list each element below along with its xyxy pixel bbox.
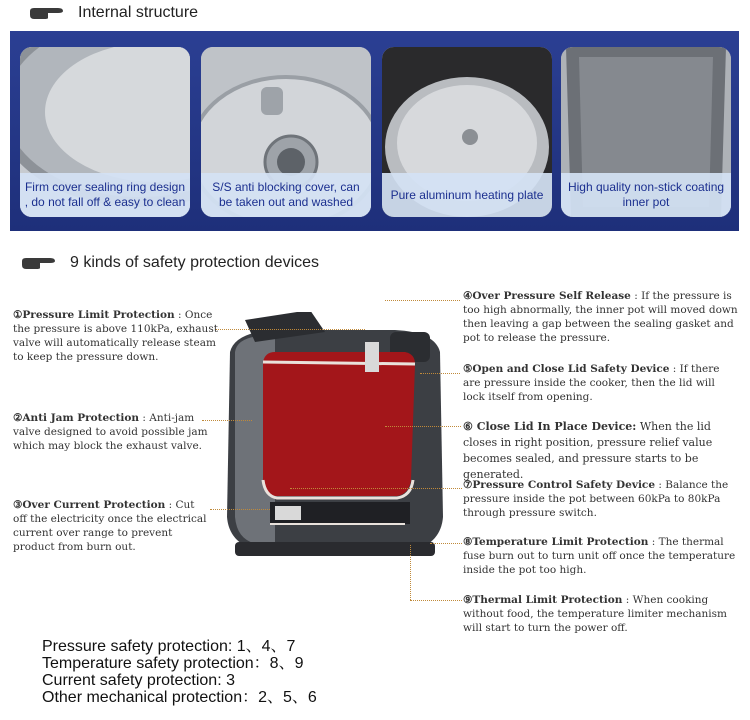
device-text: When the lid closes in right position, pressure relief value becomes sealed, and pressure starts to be generated.	[463, 420, 713, 481]
section-title: 9 kinds of safety protection devices	[70, 254, 320, 271]
protection-summary	[42, 638, 317, 706]
device-title: ⑨Thermal Limit Protection	[463, 594, 623, 606]
device-text: : When cooking without food, the temperature limiter mechanism will start to turn the power off.	[463, 594, 727, 634]
device-title: ⑤Open and Close Lid Safety Device	[463, 363, 670, 375]
photo-inner-pot	[561, 47, 731, 217]
internal-structure-banner	[10, 31, 739, 231]
section-title: Internal structure	[78, 4, 199, 21]
device-title: ⑧Temperature Limit Protection	[463, 536, 649, 548]
photo-caption: Firm cover sealing ring design , do not fall off & easy to clean	[20, 173, 190, 217]
device-text: : Once the pressure is above 110kPa, exhaust valve will automatically release steam to keep the pressure down.	[13, 309, 218, 363]
leader-line	[202, 420, 252, 421]
device-2-description	[13, 411, 208, 453]
photo-caption: Pure aluminum heating plate	[382, 173, 552, 217]
leader-line	[430, 543, 462, 544]
photo-sealing-ring	[20, 47, 190, 217]
photo-anti-blocking-cover	[201, 47, 371, 217]
safety-devices-heading	[20, 251, 319, 275]
device-title: ③Over Current Protection	[13, 499, 166, 511]
device-title: ②Anti Jam Protection	[13, 412, 140, 424]
device-text: : Cut off the electricity once the electrical current over range to prevent product from burn out.	[13, 499, 207, 553]
device-3-description	[13, 498, 208, 554]
leader-line	[385, 300, 460, 301]
device-7-description	[463, 478, 741, 520]
pointing-hand-icon	[28, 6, 64, 20]
photo-caption: High quality non-stick coating inner pot	[561, 173, 731, 217]
leader-line	[210, 509, 270, 510]
device-text: : The thermal fuse burn out to turn unit off once the temperature inside the pot too high.	[463, 536, 736, 576]
leader-line	[290, 488, 462, 489]
leader-line	[215, 329, 365, 330]
summary-line: Temperature safety protection：8、9	[42, 655, 304, 672]
leader-line	[410, 600, 462, 601]
pressure-cooker-cutaway-image	[215, 312, 455, 570]
photo-caption: S/S anti blocking cover, can be taken out and washed	[201, 173, 371, 217]
pointing-hand-icon	[20, 256, 56, 270]
summary-line: Current safety protection: 3	[42, 672, 235, 689]
device-title: ⑥ Close Lid In Place Device:	[463, 420, 637, 433]
device-8-description	[463, 535, 741, 577]
leader-line	[385, 426, 461, 427]
photo-heating-plate	[382, 47, 552, 217]
leader-line	[410, 545, 411, 600]
leader-line	[420, 373, 460, 374]
device-4-description	[463, 289, 741, 345]
device-text: : If the pressure is too high abnormally, the inner pot will moved down then leaving a gap between the sealing gasket and pot to release the pressure.	[463, 290, 738, 344]
summary-line: Pressure safety protection: 1、4、7	[42, 638, 296, 655]
device-text: : Anti-jam valve designed to avoid possible jam which may block the exhaust valve.	[13, 412, 208, 452]
summary-line: Other mechanical protection：2、5、6	[42, 689, 317, 706]
device-text: : Balance the pressure inside the pot between 60kPa to 80kPa through pressure switch.	[463, 479, 729, 519]
device-6-description	[463, 419, 743, 483]
device-title: ⑦Pressure Control Safety Device	[463, 479, 656, 491]
device-text: : If there are pressure inside the cooker, then the lid will lock itself from opening.	[463, 363, 720, 403]
device-1-description	[13, 308, 218, 364]
device-title: ①Pressure Limit Protection	[13, 309, 175, 321]
device-title: ④Over Pressure Self Release	[463, 290, 631, 302]
device-5-description	[463, 362, 738, 404]
device-9-description	[463, 593, 733, 635]
internal-structure-heading	[28, 1, 198, 25]
